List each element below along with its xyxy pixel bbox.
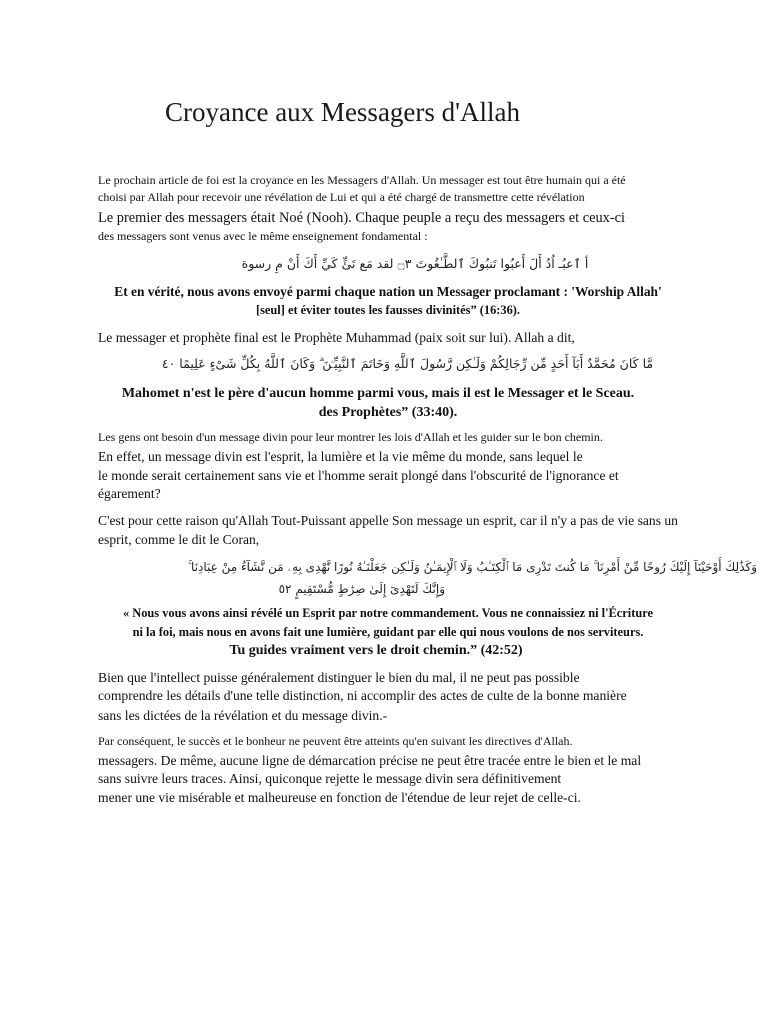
paragraph-line: comprendre les détails d'une telle distinction, ni accomplir des actes de culte de la bonne manière (98, 688, 627, 703)
arabic-verse-42-52-line: وَكَذَٰلِكَ أَوْحَيْنَآ إِلَيْكَ رُوحًا مِّنْ أَمْرِنَا ۚ مَا كُنتَ تَدْرِى مَا ٱلْكِتَـٰبُ وَلَا ٱلْإِيمَـٰنُ وَلَـٰكِن جَعَلْنَـٰهُ نُورًا نَّهْدِى بِهِۦ مَن نَّشَآءُ مِنْ عِبَادِنَا ۚ (188, 560, 757, 574)
verse-translation-line: des Prophètes” (33:40). (318, 405, 458, 420)
verse-translation-line: [seul] et éviter toutes les fausses divinités” (16:36). (255, 303, 521, 317)
intro-line: Le premier des messagers était Noé (Nooh). Chaque peuple a reçu des messagers et ceux-ci (98, 210, 626, 226)
paragraph-line: le monde serait certainement sans vie et l'homme serait plongé dans l'obscurité de l'ignorance et (98, 468, 619, 483)
paragraph-line: Bien que l'intellect puisse généralement distinguer le bien du mal, il ne peut pas possible (98, 670, 580, 685)
arabic-verse-16-36: أ ٱعبُـ اُدُ أَلَ أَعبُوا تَنبُوكَ ٱلطَّـٰغُوتَ ۝٣ لقد مَع تَئِّ كَيِّ أَكَ أَنْ مِ رسوة (241, 256, 589, 271)
intro-line: des messagers sont venus avec le même enseignement fondamental : (98, 229, 428, 243)
page-title: Croyance aux Messagers d'Allah (165, 97, 521, 127)
paragraph-line: Par conséquent, le succès et le bonheur ne peuvent être atteints qu'en suivant les directives d'Allah. (98, 734, 573, 748)
intro-line: Le prochain article de foi est la croyance en les Messagers d'Allah. Un messager est tout être humain qui a été (98, 173, 626, 187)
verse-translation-line: Et en vérité, nous avons envoyé parmi chaque nation un Messager proclamant : 'Worship Allah' (114, 284, 662, 299)
paragraph-line: sans les dictées de la révélation et du message divin.- (98, 708, 388, 723)
paragraph-line: égarement? (98, 486, 161, 501)
paragraph-line: En effet, un message divin est l'esprit, la lumière et la vie même du monde, sans lequel le (98, 449, 583, 464)
paragraph-line: Les gens ont besoin d'un message divin pour leur montrer les lois d'Allah et les guider sur le bon chemin. (98, 430, 603, 444)
paragraph-line: sans suivre leurs traces. Ainsi, quiconque rejette le message divin sera définitivement (98, 771, 562, 786)
arabic-verse-42-52-line: وَإِنَّكَ لَتَهْدِىٓ إِلَىٰ صِرَٰطٍ مُّسْتَقِيمٍ ٥٢ (278, 582, 445, 596)
paragraph-line: mener une vie misérable et malheureuse en fonction de l'étendue de leur rejet de celle-ci. (98, 790, 581, 805)
paragraph-line: esprit, comme le dit le Coran, (98, 532, 260, 547)
intro-line: choisi par Allah pour recevoir une révélation de Lui et qui a été chargé de transmettre cette révélation (98, 190, 585, 204)
verse-translation-line: Mahomet n'est le père d'aucun homme parmi vous, mais il est le Messager et le Sceau. (121, 386, 635, 401)
verse-translation-line: Tu guides vraiment vers le droit chemin.” (42:52) (229, 643, 523, 658)
final-prophet-text: Le messager et prophète final est le Prophète Muhammad (paix soit sur lui). Allah a dit, (98, 330, 575, 345)
verse-translation-line: ni la foi, mais nous en avons fait une lumière, guidant par elle qui nous voulons de nos serviteurs. (132, 625, 644, 639)
verse-translation-line: « Nous vous avons ainsi révélé un Esprit par notre commandement. Vous ne connaissiez ni l'Écriture (122, 606, 654, 620)
paragraph-line: messagers. De même, aucune ligne de démarcation précise ne peut être tracée entre le bien et le mal (98, 753, 642, 768)
arabic-verse-33-40: مَّا كَانَ مُحَمَّدٌ أَبَآ أَحَدٍ مِّن رِّجَالِكُمْ وَلَـٰكِن رَّسُولَ ٱللَّهِ وَخَاتَمَ ٱلنَّبِيِّـۧنَ ۗ وَكَانَ ٱللَّهُ بِكُلِّ شَىْءٍ عَلِيمًا ٤٠ (161, 356, 654, 371)
paragraph-line: C'est pour cette raison qu'Allah Tout-Puissant appelle Son message un esprit, car il n'y a pas de vie sans un (98, 513, 678, 528)
